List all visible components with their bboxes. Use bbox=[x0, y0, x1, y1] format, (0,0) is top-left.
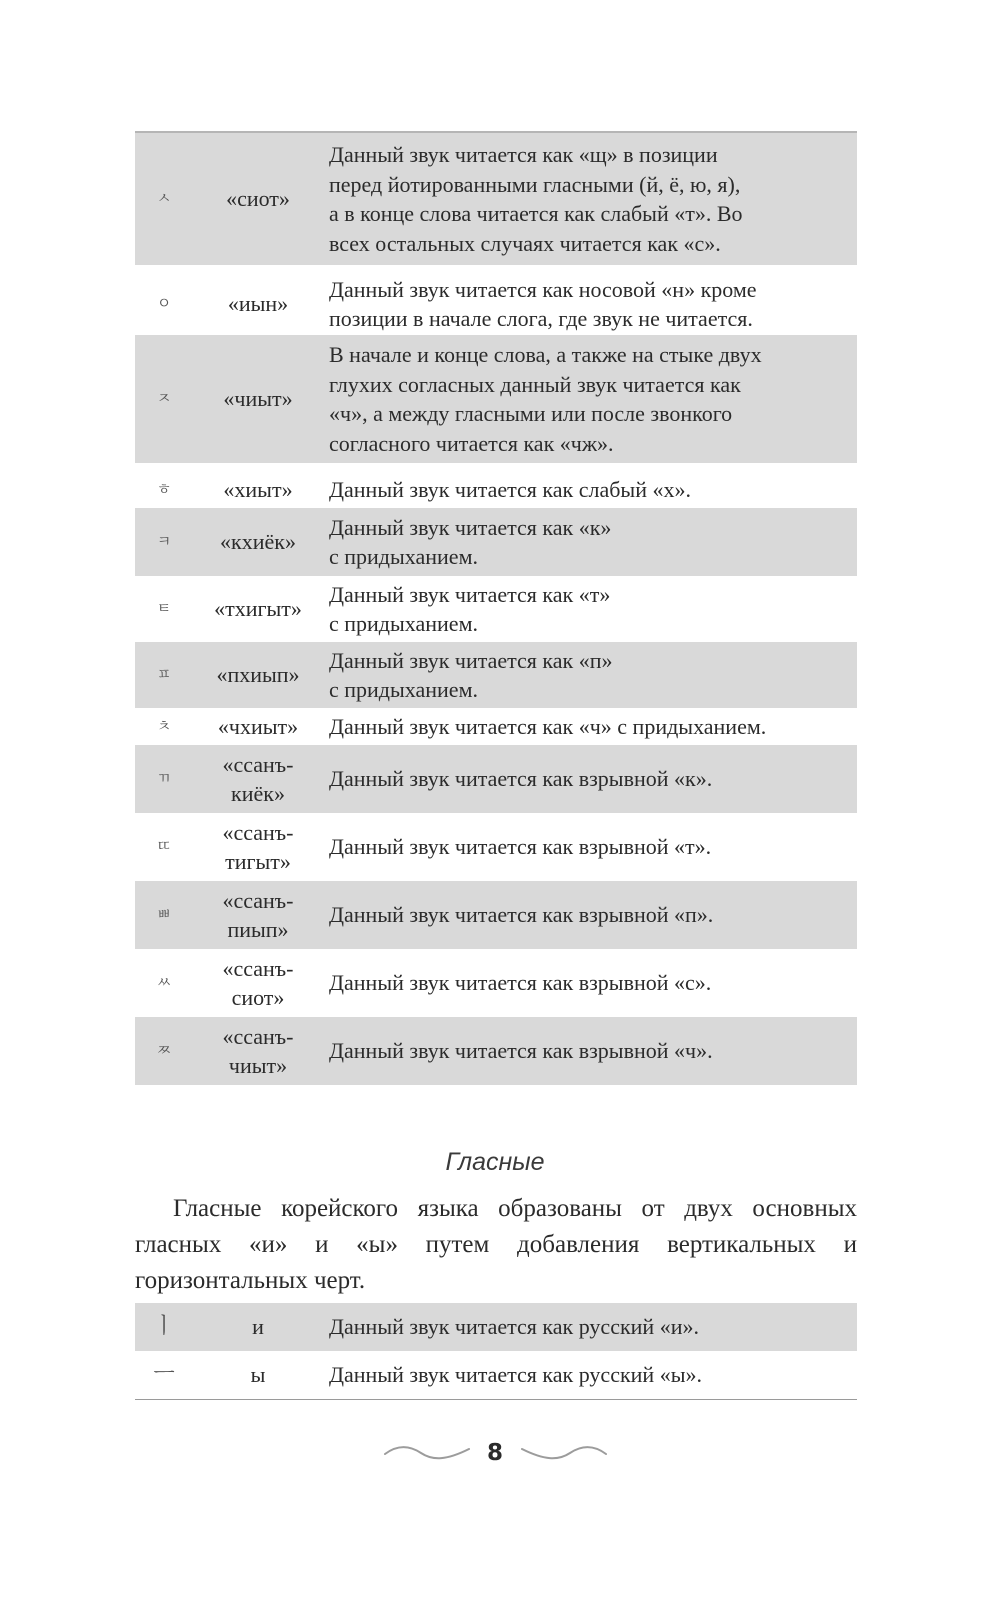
description-line: Данный звук читается как взрывной «п». bbox=[329, 902, 714, 928]
consonant-description bbox=[323, 745, 857, 813]
consonant-row bbox=[135, 471, 857, 508]
consonant-row bbox=[135, 576, 857, 642]
vowel-letter: ㅣ bbox=[135, 1303, 193, 1351]
description-line: «ч», а между гласными или после звонкого bbox=[329, 401, 733, 426]
consonant-row bbox=[135, 335, 857, 463]
description-line: Данный звук читается как «т» bbox=[329, 581, 611, 607]
consonant-row bbox=[135, 745, 857, 813]
page-footer bbox=[0, 1436, 990, 1476]
consonant-description bbox=[323, 642, 857, 708]
consonant-name: «ссанъ- пиып» bbox=[193, 881, 323, 949]
consonant-name: «чхиыт» bbox=[217, 713, 299, 739]
vowels-table-body bbox=[135, 1303, 857, 1399]
consonant-description bbox=[323, 576, 857, 642]
consonant-description bbox=[323, 471, 857, 508]
consonants-table-body bbox=[135, 133, 857, 1085]
row-spacer-cell bbox=[135, 463, 857, 471]
description-line: Данный звук читается как «щ» в позиции bbox=[329, 142, 718, 167]
description-line: согласного читается как «чж». bbox=[329, 430, 614, 456]
description-line: с придыханием. bbox=[329, 611, 478, 636]
row-spacer-cell bbox=[135, 265, 857, 273]
description-line: Данный звук читается как взрывной «т». bbox=[329, 834, 712, 860]
description-line: Данный звук читается как взрывной «к». bbox=[329, 766, 713, 792]
description-line: перед йотированными гласными (й, ё, ю, я), bbox=[329, 171, 741, 197]
intro-paragraph: Гласные корейского языка образованы от двух основных гласных «и» и «ы» путем добавления вертикальных и горизонтальных черт. bbox=[135, 1195, 857, 1294]
vowel-row bbox=[135, 1351, 857, 1399]
consonant-letter: ㄲ bbox=[135, 745, 193, 813]
description-line: а в конце слова читается как слабый «т». Во bbox=[329, 201, 743, 226]
consonant-name: «хиыт» bbox=[223, 476, 293, 502]
description-line: Данный звук читается как «п» bbox=[329, 647, 613, 673]
consonant-name: «иын» bbox=[227, 291, 289, 317]
description-line: позиции в начале слога, где звук не читается. bbox=[329, 306, 753, 331]
consonant-name: «тхигыт» bbox=[214, 596, 302, 622]
consonant-row bbox=[135, 642, 857, 708]
description-line: Данный звук читается как слабый «х». bbox=[329, 476, 691, 502]
consonant-row bbox=[135, 708, 857, 745]
consonant-letter: ㅍ bbox=[135, 642, 193, 708]
description-line: с придыханием. bbox=[329, 544, 478, 569]
consonant-name: «пхиып» bbox=[193, 642, 323, 708]
vowel-description: Данный звук читается как русский «ы». bbox=[329, 1362, 702, 1388]
page-number: 8 bbox=[486, 1440, 503, 1466]
consonant-name: «ссанъ- сиот» bbox=[222, 955, 294, 1010]
consonant-description bbox=[323, 881, 857, 949]
consonant-description bbox=[323, 813, 857, 881]
vowel-letter: ㅡ bbox=[153, 1362, 175, 1388]
row-spacer bbox=[135, 265, 857, 273]
description-line: Данный звук читается как «ч» с придыханием. bbox=[329, 713, 767, 739]
consonant-letter: ㅉ bbox=[135, 1017, 193, 1085]
vowels-table bbox=[135, 1303, 857, 1400]
consonant-name: «ссанъ- тигыт» bbox=[222, 819, 294, 874]
description-line: Данный звук читается как взрывной «с». bbox=[329, 970, 712, 996]
consonant-description bbox=[323, 949, 857, 1017]
consonants-table bbox=[135, 131, 857, 1085]
consonant-row bbox=[135, 1017, 857, 1085]
consonant-letter: ㅎ bbox=[156, 479, 172, 498]
vowel-name: и bbox=[193, 1303, 323, 1351]
vowel-name: ы bbox=[250, 1362, 266, 1388]
consonant-letter: ㄸ bbox=[156, 837, 172, 856]
description-line: всех остальных случаях читается как «с». bbox=[329, 230, 721, 256]
consonant-name: «сиот» bbox=[193, 133, 323, 265]
consonant-letter: ㅋ bbox=[135, 508, 193, 576]
consonant-letter: ㅃ bbox=[135, 881, 193, 949]
consonant-letter: ㅆ bbox=[156, 973, 172, 992]
consonant-name: «чиыт» bbox=[193, 335, 323, 463]
consonant-row bbox=[135, 881, 857, 949]
consonant-name: «ссанъ- киёк» bbox=[193, 745, 323, 813]
section-heading: Гласные bbox=[445, 1148, 545, 1176]
consonant-letter: ㅈ bbox=[135, 335, 193, 463]
consonant-description bbox=[323, 708, 857, 745]
consonant-letter: ㅌ bbox=[156, 599, 172, 618]
consonant-row bbox=[135, 508, 857, 576]
consonant-row bbox=[135, 133, 857, 265]
consonant-row bbox=[135, 813, 857, 881]
consonant-name: «кхиёк» bbox=[193, 508, 323, 576]
vowel-description: Данный звук читается как русский «и». bbox=[323, 1303, 857, 1351]
description-line: Данный звук читается как «к» bbox=[329, 514, 612, 540]
consonant-description bbox=[323, 335, 857, 463]
row-spacer bbox=[135, 463, 857, 471]
consonant-letter: ㅊ bbox=[156, 716, 172, 735]
consonant-row bbox=[135, 949, 857, 1017]
consonant-description bbox=[323, 508, 857, 576]
description-line: с придыханием. bbox=[329, 677, 478, 702]
consonant-name: «ссанъ- чиыт» bbox=[193, 1017, 323, 1085]
consonant-row bbox=[135, 273, 857, 335]
vowel-row bbox=[135, 1303, 857, 1351]
right-wave-ornament bbox=[520, 1444, 608, 1464]
consonant-description bbox=[323, 1017, 857, 1085]
description-line: Данный звук читается как носовой «н» кроме bbox=[329, 276, 757, 302]
description-line: Данный звук читается как взрывной «ч». bbox=[329, 1038, 713, 1064]
description-line: В начале и конце слова, а также на стыке двух bbox=[329, 342, 762, 367]
description-line: глухих согласных данный звук читается как bbox=[329, 371, 741, 397]
consonant-letter: ㅅ bbox=[135, 133, 193, 265]
consonant-description bbox=[323, 133, 857, 265]
consonant-description bbox=[323, 273, 857, 335]
consonant-letter: ㅇ bbox=[156, 294, 172, 313]
